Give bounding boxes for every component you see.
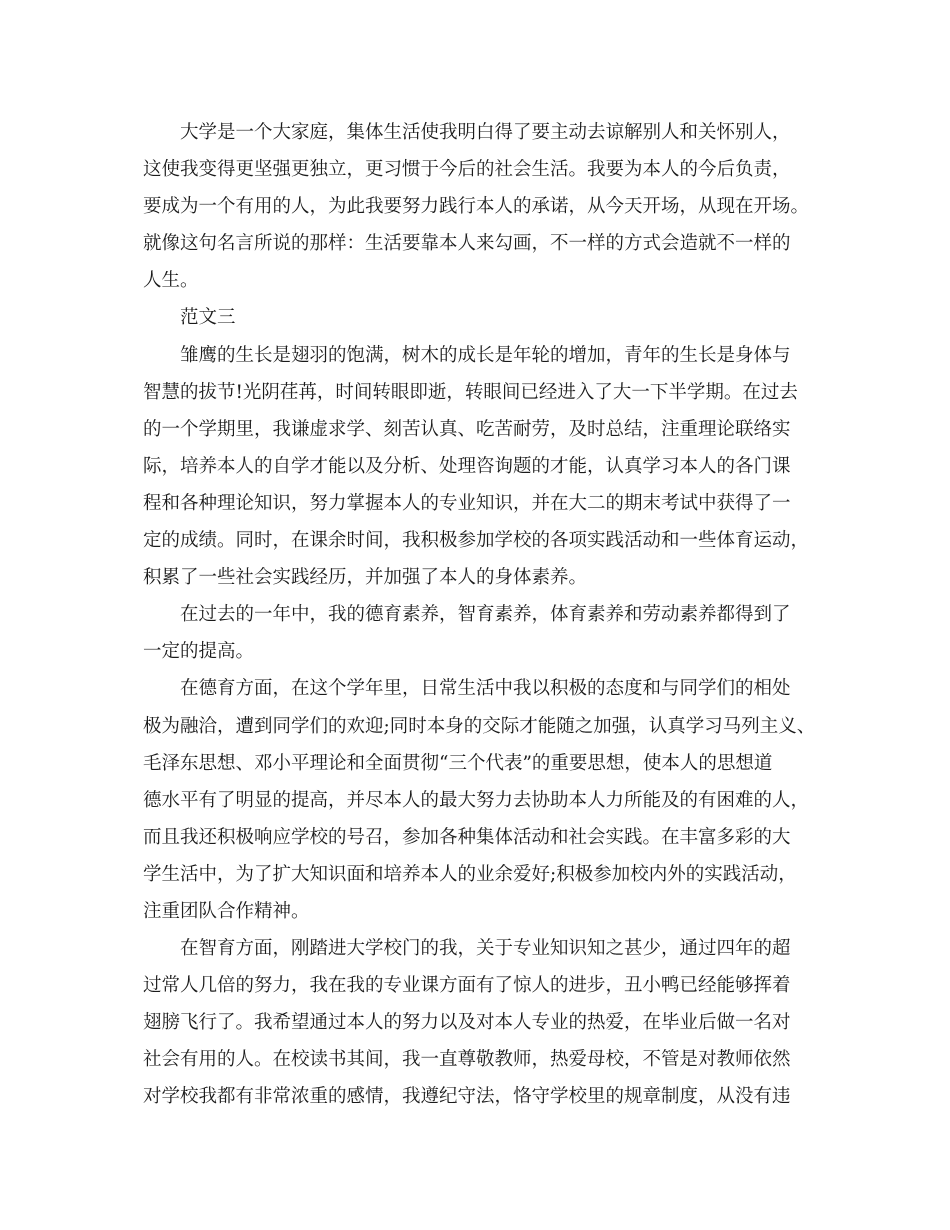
text-line: 在智育方面，刚踏进大学校门的我，关于专业知识知之甚少，通过四年的超: [180, 938, 791, 960]
text-line: 对学校我都有非常浓重的感情，我遵纪守法，恪守学校里的规章制度，从没有违: [143, 1086, 791, 1108]
text-line: 翅膀飞行了。我希望通过本人的努力以及对本人专业的热爱，在毕业后做一名对: [143, 1012, 791, 1034]
text-line: 而且我还积极响应学校的号召，参加各种集体活动和社会实践。在丰富多彩的大: [143, 826, 791, 848]
text-line: 的一个学期里，我谦虚求学、刻苦认真、吃苦耐劳，及时总结，注重理论联络实: [143, 418, 791, 440]
text-line: 程和各种理论知识，努力掌握本人的专业知识，并在大二的期末考试中获得了一: [143, 492, 791, 514]
text-line: 在德育方面，在这个学年里，日常生活中我以积极的态度和与同学们的相处: [180, 678, 791, 700]
text-line: 在过去的一年中，我的德育素养，智育素养，体育素养和劳动素养都得到了: [180, 604, 791, 626]
text-line: 际，培养本人的自学才能以及分析、处理咨询题的才能，认真学习本人的各门课: [143, 455, 791, 477]
text-line: 极为融洽，遭到同学们的欢迎;同时本身的交际才能随之加强，认真学习马列主义、: [143, 715, 816, 737]
text-line: 就像这句名言所说的那样：生活要靠本人来勾画，不一样的方式会造就不一样的: [143, 233, 791, 255]
text-line: 注重团队合作精神。: [143, 900, 310, 922]
text-line: 毛泽东思想、邓小平理论和全面贯彻“三个代表”的重要思想，使本人的思想道: [143, 752, 773, 774]
text-line: 智慧的拔节!光阴荏苒，时间转眼即逝，转眼间已经进入了大一下半学期。在过去: [143, 381, 798, 403]
document-body: [143, 114, 823, 1116]
text-line: 积累了一些社会实践经历，并加强了本人的身体素养。: [143, 567, 588, 589]
text-line: 德水平有了明显的提高，并尽本人的最大努力去协助本人力所能及的有困难的人，: [143, 789, 810, 811]
text-line: 范文三: [180, 307, 236, 329]
text-line: 学生活中，为了扩大知识面和培养本人的业余爱好;积极参加校内外的实践活动，: [143, 863, 797, 885]
text-line: 一定的提高。: [143, 641, 255, 663]
text-line: 过常人几倍的努力，我在我的专业课方面有了惊人的进步，丑小鸭已经能够挥着: [143, 975, 791, 997]
text-line: 要成为一个有用的人，为此我要努力践行本人的承诺，从今天开场，从现在开场。: [143, 196, 810, 218]
text-line: 这使我变得更坚强更独立，更习惯于今后的社会生活。我要为本人的今后负责，: [143, 159, 791, 181]
text-line: 社会有用的人。在校读书其间，我一直尊敬教师，热爱母校，不管是对教师依然: [143, 1049, 791, 1071]
text-line: 人生。: [143, 270, 199, 292]
text-line: 定的成绩。同时，在课余时间，我积极参加学校的各项实践活动和一些体育运动，: [143, 530, 810, 552]
text-line: 雏鹰的生长是翅羽的饱满，树木的成长是年轮的增加，青年的生长是身体与: [180, 344, 791, 366]
text-line: 大学是一个大家庭，集体生活使我明白得了要主动去谅解别人和关怀别人，: [180, 122, 791, 143]
